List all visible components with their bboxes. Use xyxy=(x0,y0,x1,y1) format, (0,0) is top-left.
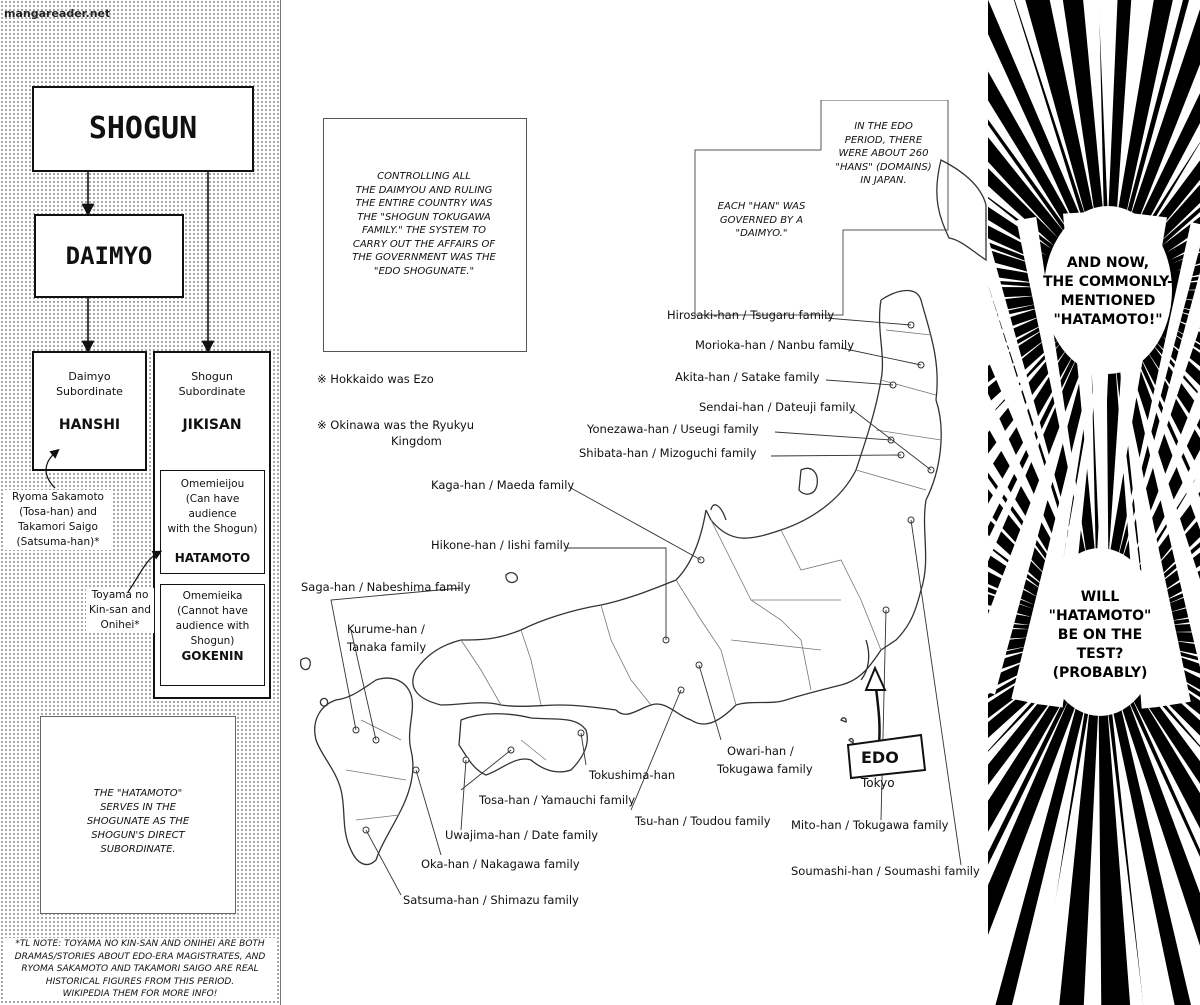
hierarchy-arrows xyxy=(0,0,280,1005)
burst-line: THE COMMONLY- xyxy=(1043,274,1173,290)
shikoku-outline xyxy=(459,714,587,775)
burst-line: BE ON THE xyxy=(1057,627,1143,643)
han-location-dots xyxy=(353,322,934,833)
label-soumashi: Soumashi-han / Soumashi family xyxy=(791,864,980,878)
label-edo: EDO xyxy=(861,748,899,767)
okinawa-note-line2: Kingdom xyxy=(391,434,442,448)
tl-note-line: HISTORICAL FIGURES FROM THIS PERIOD. xyxy=(45,976,235,987)
noto-peninsula xyxy=(711,505,726,520)
hokkaido-outline xyxy=(937,160,986,260)
burst-line: (PROBABLY) xyxy=(1052,665,1148,681)
hatamoto-text-line: SHOGUN'S DIRECT xyxy=(91,830,185,841)
burst-text-test xyxy=(1020,588,1180,683)
controlling-line: FAMILY." THE SYSTEM TO xyxy=(361,225,487,236)
burst-line: TEST? xyxy=(1076,646,1124,662)
label-sendai: Sendai-han / Dateuji family xyxy=(699,400,856,414)
controlling-line: THE "SHOGUN TOKUGAWA xyxy=(357,211,491,223)
hierarchy-panel xyxy=(0,0,281,1005)
controlling-line: THE ENTIRE COUNTRY WAS xyxy=(355,198,493,209)
hatamoto-label: HATAMOTO xyxy=(174,551,251,565)
hatamoto-text-line: SHOGUNATE AS THE xyxy=(86,816,190,827)
hokkaido-note: ※ Hokkaido was Ezo xyxy=(317,372,434,386)
toyama-note-line: Onihei* xyxy=(100,619,140,631)
omemieika-desc3: Shogun) xyxy=(190,635,235,647)
edo-period-line: "HANS" (DOMAINS) xyxy=(835,161,932,173)
edo-arrow-head xyxy=(866,668,885,690)
burst-line: "HATAMOTO!" xyxy=(1053,312,1163,328)
label-oka: Oka-han / Nakagawa family xyxy=(421,857,580,871)
each-han-line: GOVERNED BY A xyxy=(719,214,804,226)
label-kurume-2: Tanaka family xyxy=(347,640,427,654)
shogun-sub-line2: Subordinate xyxy=(178,385,246,398)
burst-text-hatamoto xyxy=(1028,254,1188,330)
burst-lines xyxy=(988,0,1200,1005)
toyama-note-line: Toyama no xyxy=(91,589,149,601)
label-tosa: Tosa-han / Yamauchi family xyxy=(479,793,636,807)
omemieijou-desc2: with the Shogun) xyxy=(167,523,258,535)
controlling-line: "EDO SHOGUNATE." xyxy=(373,265,475,277)
label-hikone: Hikone-han / Iishi family xyxy=(431,538,570,552)
arrow-ryoma-hanshi xyxy=(46,452,56,488)
leader-lines xyxy=(331,318,961,895)
hatamoto-text-line: SUBORDINATE. xyxy=(100,844,176,855)
label-morioka: Morioka-han / Nanbu family xyxy=(695,338,855,352)
edo-period-line: IN THE EDO xyxy=(854,121,913,132)
shogun-box: SHOGUN xyxy=(32,86,254,172)
edo-period-line: WERE ABOUT 260 xyxy=(838,148,929,159)
label-satsuma: Satsuma-han / Shimazu family xyxy=(403,893,579,907)
chugoku-outline xyxy=(413,640,616,710)
tl-note-line: DRAMAS/STORIES ABOUT EDO-ERA MAGISTRATES, AND xyxy=(14,951,266,962)
daimyo-sub-line1: Daimyo xyxy=(68,370,111,383)
burst-line: MENTIONED xyxy=(1060,293,1156,309)
tl-note-line: *TL NOTE: TOYAMA NO KIN-SAN AND ONIHEI ARE BOTH xyxy=(15,939,265,949)
burst-line: "HATAMOTO" xyxy=(1048,608,1152,624)
label-yonezawa: Yonezawa-han / Useugi family xyxy=(587,422,759,436)
watermark: mangareader.net xyxy=(4,7,111,20)
burst-line: AND NOW, xyxy=(1066,255,1150,271)
daimyo-box: DAIMYO xyxy=(34,214,184,298)
omemieijou-desc1: (Can have audience xyxy=(185,493,240,520)
omemieika-desc2: audience with xyxy=(175,620,250,632)
sado-island xyxy=(799,468,817,494)
label-owari-2: Tokugawa family xyxy=(717,762,813,776)
each-han-line: "DAIMYO." xyxy=(735,228,788,239)
label-uwajima: Uwajima-han / Date family xyxy=(445,828,599,842)
ryoma-note-line: (Tosa-han) and xyxy=(19,506,97,518)
honshu-south-coast xyxy=(616,650,881,724)
controlling-line: THE DAIMYOU AND RULING xyxy=(355,184,493,196)
arrow-toyama-hatamoto xyxy=(128,553,158,592)
speed-burst-panel xyxy=(988,0,1200,1005)
toyama-note-line: Kin-san and xyxy=(89,604,151,616)
jikisan-label: JIKISAN xyxy=(182,417,242,433)
label-kurume-1: Kurume-han / xyxy=(347,622,425,636)
honshu-west-coast-central xyxy=(461,510,706,640)
label-hirosaki: Hirosaki-han / Tsugaru family xyxy=(667,308,835,322)
tl-note-line: WIKIPEDIA THEM FOR MORE INFO! xyxy=(62,989,218,999)
ryoma-note-line: (Satsuma-han)* xyxy=(16,536,100,548)
controlling-line: CARRY OUT THE AFFAIRS OF xyxy=(352,238,496,250)
label-tokyo: Tokyo xyxy=(861,776,895,790)
controlling-line: CONTROLLING ALL xyxy=(377,171,471,182)
label-saga: Saga-han / Nabeshima family xyxy=(301,580,471,594)
ryoma-note-line: Takamori Saigo xyxy=(18,521,98,533)
omemieijou-title: Omemieijou xyxy=(180,478,245,490)
each-han-line: EACH "HAN" WAS xyxy=(717,201,806,212)
omemieika-title: Omemieika xyxy=(182,590,243,602)
okinawa-note-line1: ※ Okinawa was the Ryukyu xyxy=(317,418,475,432)
tl-note-line: RYOMA SAKAMOTO AND TAKAMORI SAIGO ARE REAL xyxy=(21,964,259,974)
edo-period-line: IN JAPAN. xyxy=(860,175,907,186)
burst-line: WILL xyxy=(1080,589,1120,605)
hatamoto-text-line: THE "HATAMOTO" xyxy=(93,788,183,799)
japan-map xyxy=(281,0,988,1005)
label-shibata: Shibata-han / Mizoguchi family xyxy=(579,446,757,460)
shogun-sub-line1: Shogun xyxy=(191,370,233,383)
label-tsu: Tsu-han / Toudou family xyxy=(635,814,771,828)
map-area xyxy=(281,0,988,1005)
gokenin-label: GOKENIN xyxy=(181,649,244,663)
hatamoto-text-line: SERVES IN THE xyxy=(100,802,176,813)
label-mito: Mito-han / Tokugawa family xyxy=(791,818,949,832)
ryoma-note-line: Ryoma Sakamoto xyxy=(12,491,104,503)
kyushu-outline xyxy=(315,678,413,864)
label-tokushima: Tokushima-han xyxy=(589,768,676,782)
label-kaga: Kaga-han / Maeda family xyxy=(431,478,575,492)
hanshi-label: HANSHI xyxy=(58,417,121,433)
label-akita: Akita-han / Satake family xyxy=(675,370,820,384)
omemieika-desc1: (Cannot have xyxy=(177,605,248,617)
honshu-west-coast-north xyxy=(706,300,882,538)
edo-period-line: PERIOD, THERE xyxy=(844,134,923,146)
daimyo-sub-line2: Subordinate xyxy=(56,385,123,398)
label-owari-1: Owari-han / xyxy=(727,744,794,758)
controlling-line: THE GOVERNMENT WAS THE xyxy=(352,252,496,263)
